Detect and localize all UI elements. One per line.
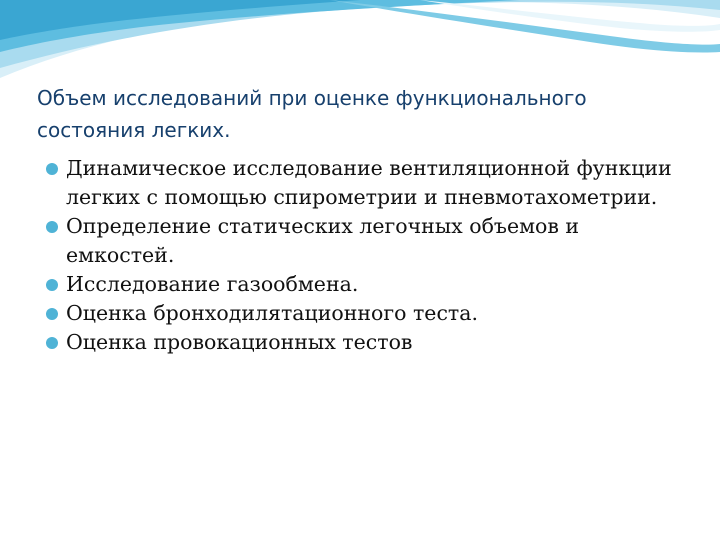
list-item-text: Оценка бронходилятационного теста. (66, 301, 479, 325)
list-item (44, 270, 684, 299)
list-item-text: Динамическое исследование вентиляционной функции легких с помощью спирометрии и пневмотахометрии. (66, 156, 672, 209)
list-item-text: Оценка провокационных тестов (66, 330, 413, 354)
bullet-icon (46, 163, 58, 175)
header-wave-decoration (0, 0, 720, 90)
slide-title: Объем исследований при оценке функционального состояния легких. (37, 86, 587, 142)
bullet-list (44, 154, 684, 357)
bullet-icon (46, 308, 58, 320)
list-item-text: Определение статических легочных объемов и емкостей. (66, 214, 580, 267)
bullet-icon (46, 337, 58, 349)
bullet-icon (46, 221, 58, 233)
bullet-icon (46, 279, 58, 291)
list-item (44, 212, 684, 270)
list-item (44, 328, 684, 357)
list-item-text: Исследование газообмена. (66, 272, 359, 296)
list-item (44, 299, 684, 328)
list-item (44, 154, 684, 212)
